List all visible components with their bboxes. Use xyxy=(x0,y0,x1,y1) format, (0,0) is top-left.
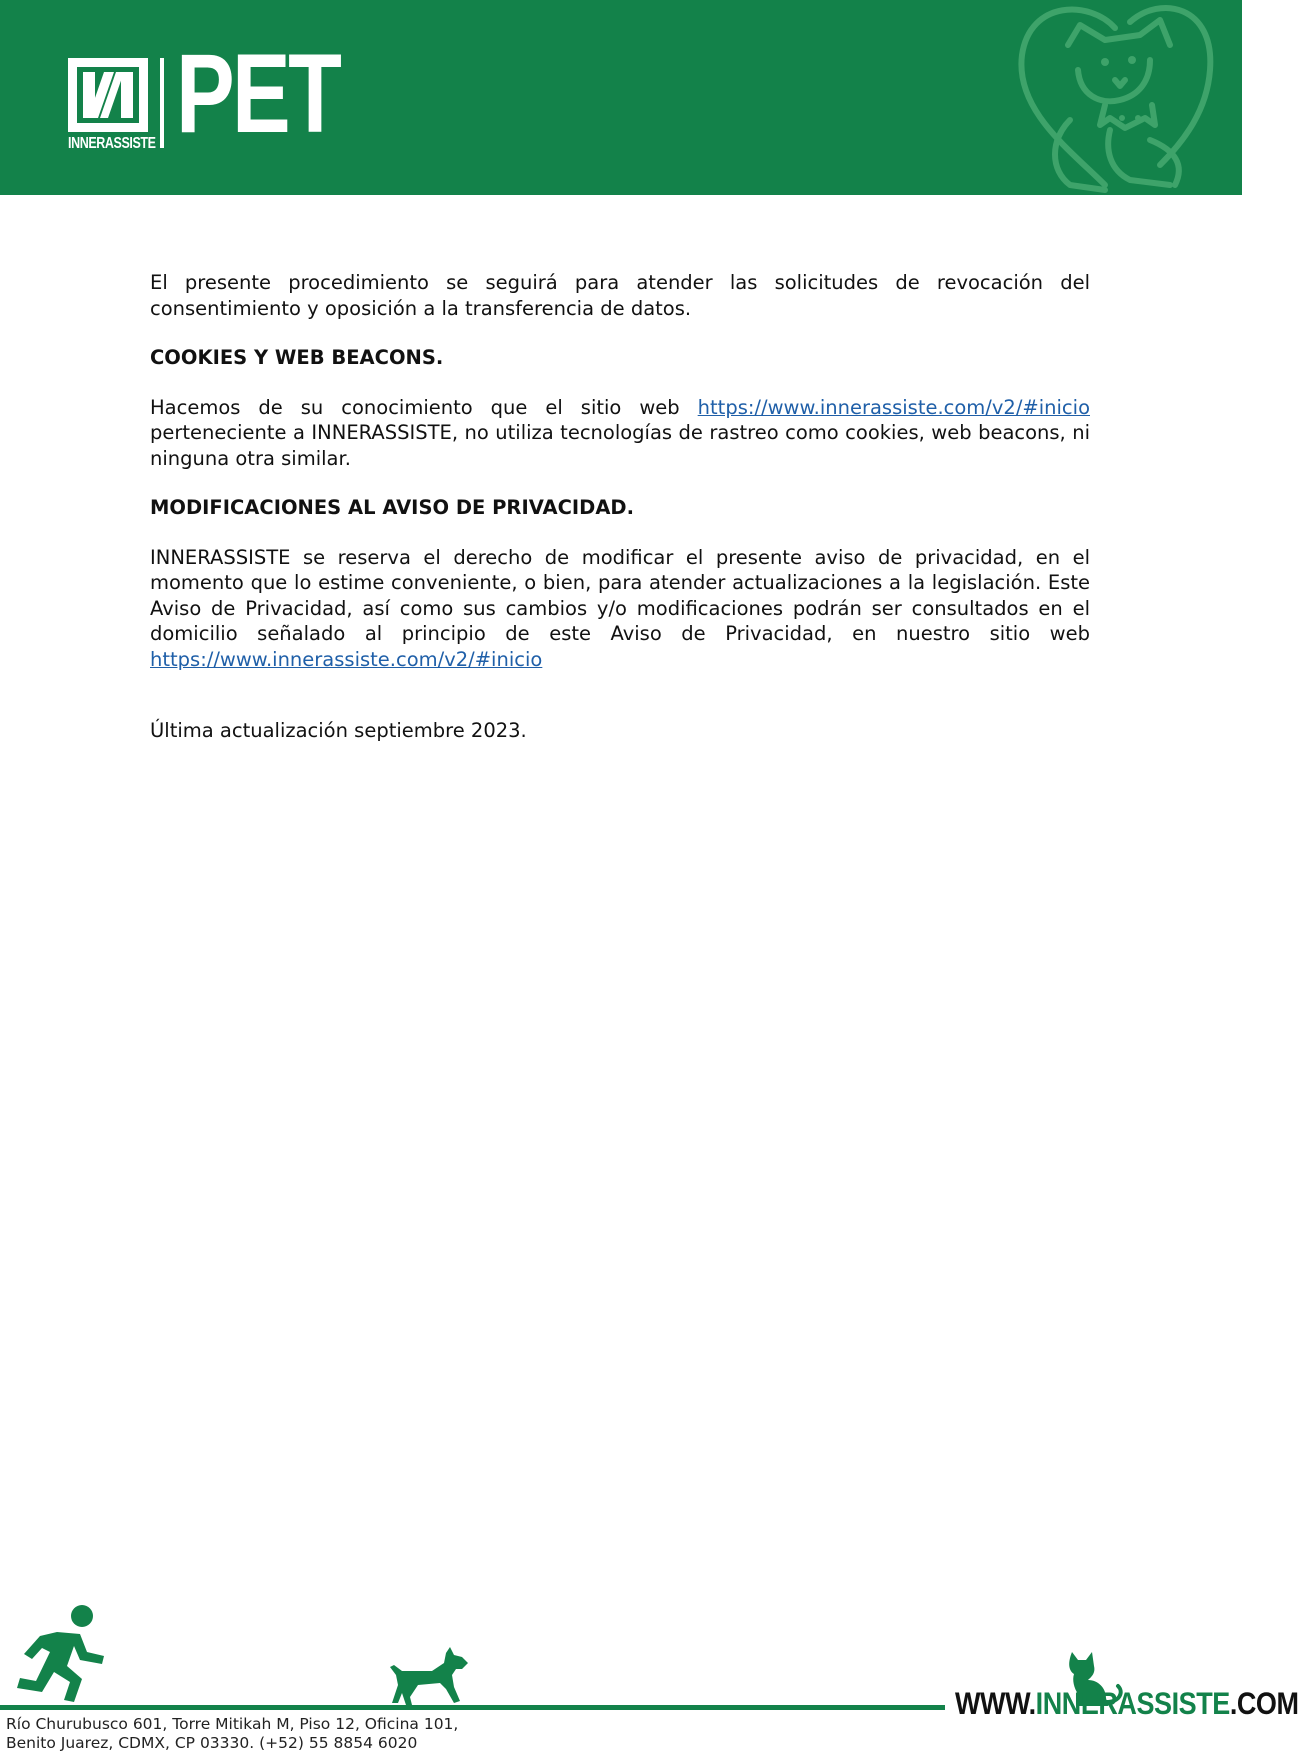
modifications-text: INNERASSISTE se reserva el derecho de modificar el presente aviso de privacidad, en el momento que lo estime conveniente, o bien, para atender actualizaciones a la legislación. Este Aviso de Privacidad, así como sus cambios y/o modificaciones podrán ser consultados en el domicilio señalado al principio de este Aviso de Privacidad, en nuestro sitio web xyxy=(150,545,1090,645)
header-banner xyxy=(0,0,1242,195)
cookies-heading: COOKIES Y WEB BEACONS. xyxy=(150,346,444,369)
logo-subtitle: INNERASSISTE xyxy=(68,134,156,152)
pets-heart-icon xyxy=(1010,0,1220,195)
intro-paragraph: El presente procedimiento se seguirá para atender las solicitudes de revocación del consentimiento y oposición a la transferencia de datos. xyxy=(150,271,1090,320)
website-suffix: .COM xyxy=(1229,1686,1299,1722)
website-prefix: WWW. xyxy=(955,1686,1036,1722)
last-updated: Última actualización septiembre 2023. xyxy=(150,719,527,742)
modifications-site-link[interactable]: https://www.innerassiste.com/v2/#inicio xyxy=(150,647,543,671)
product-title: PET xyxy=(176,31,340,157)
address-line-2: Benito Juarez, CDMX, CP 03330. (+52) 55 8854 6020 xyxy=(6,1734,418,1752)
footer-divider xyxy=(0,1705,945,1710)
website-brand: INNERASSISTE xyxy=(1035,1686,1230,1722)
running-person-icon xyxy=(12,1604,112,1704)
document-body xyxy=(150,270,1090,744)
innerassiste-logo-icon xyxy=(68,58,148,132)
cookies-text-pre: Hacemos de su conocimiento que el sitio web xyxy=(150,395,698,419)
footer-website[interactable] xyxy=(955,1686,1299,1722)
footer-address xyxy=(6,1715,458,1753)
cookies-site-link[interactable]: https://www.innerassiste.com/v2/#inicio xyxy=(697,395,1090,419)
modifications-paragraph xyxy=(150,545,1090,673)
cookies-paragraph xyxy=(150,395,1090,472)
address-line-1: Río Churubusco 601, Torre Mitikah M, Piso 12, Oficina 101, xyxy=(6,1715,459,1733)
logo-divider xyxy=(160,58,164,148)
cookies-text-post: perteneciente a INNERASSISTE, no utiliza tecnologías de rastreo como cookies, web beacons, ni ninguna otra similar. xyxy=(150,421,1090,470)
modifications-heading: MODIFICACIONES AL AVISO DE PRIVACIDAD. xyxy=(150,496,635,519)
dog-icon xyxy=(388,1645,470,1707)
